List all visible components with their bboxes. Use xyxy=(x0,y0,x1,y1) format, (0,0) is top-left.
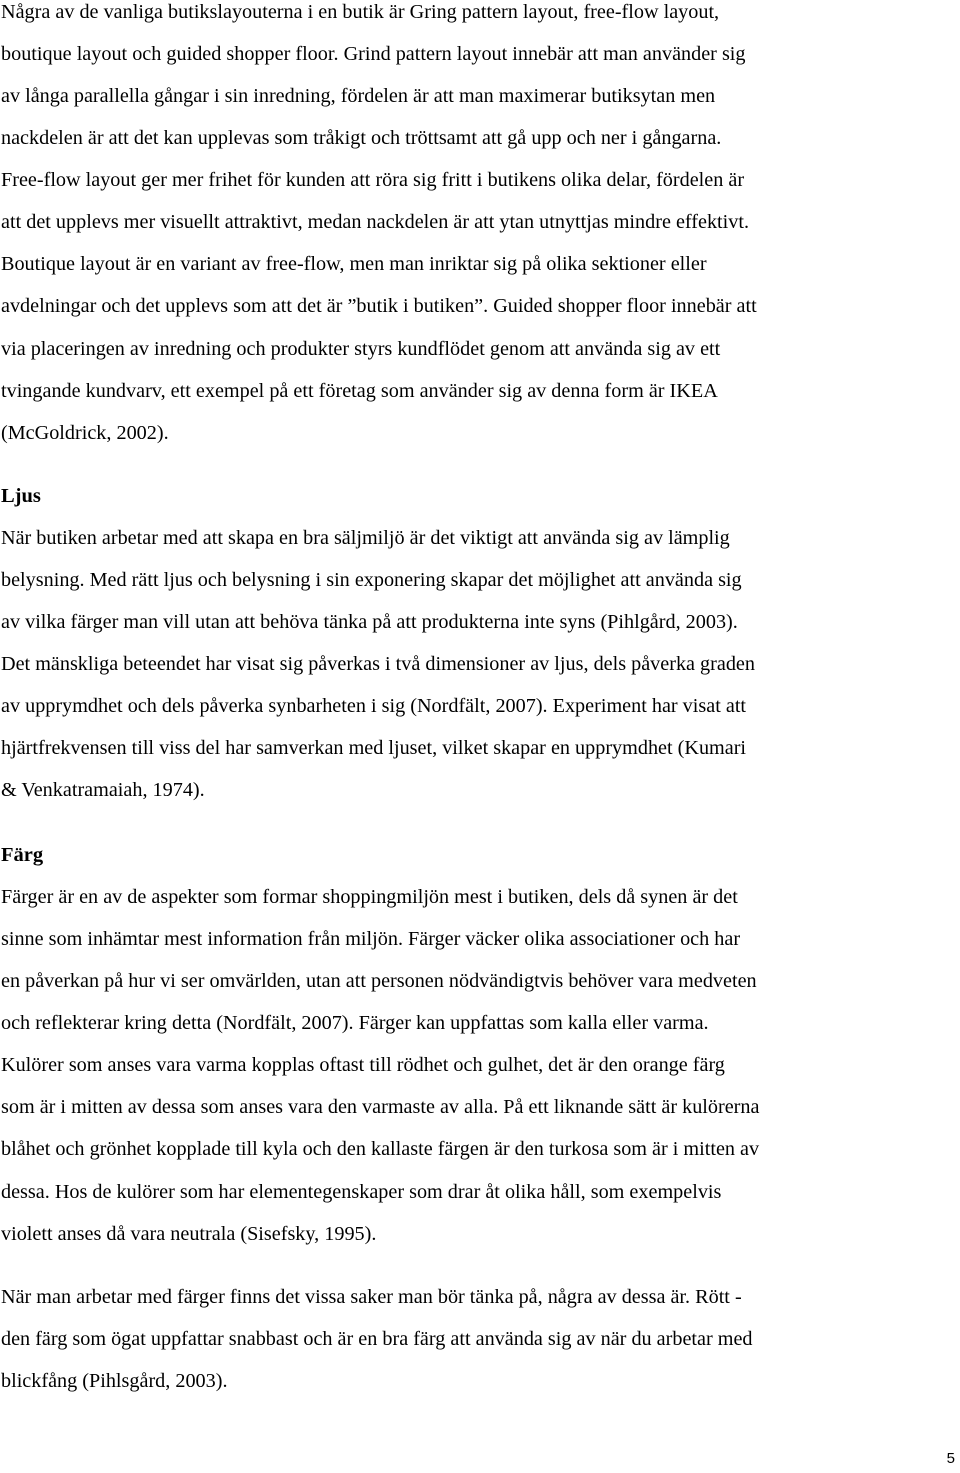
text-line: Kulörer som anses vara varma kopplas oftast till rödhet och gulhet, det är den orange färg xyxy=(1,1054,725,1076)
page-number: 5 xyxy=(946,1450,955,1467)
text-line: en påverkan på hur vi ser omvärlden, utan att personen nödvändigtvis behöver vara medveten xyxy=(1,970,757,992)
section-heading-farg: Färg xyxy=(1,844,44,866)
text-line: När butiken arbetar med att skapa en bra säljmiljö är det viktigt att använda sig av lämplig xyxy=(1,527,730,549)
text-line: blickfång (Pihlsgård, 2003). xyxy=(1,1370,228,1392)
text-line: via placeringen av inredning och produkter styrs kundflödet genom att använda sig av ett xyxy=(1,338,721,360)
text-line: den färg som ögat uppfattar snabbast och är en bra färg att använda sig av när du arbetar med xyxy=(1,1328,753,1350)
text-line: boutique layout och guided shopper floor. Grind pattern layout innebär att man använder sig xyxy=(1,43,746,65)
text-line: tvingande kundvarv, ett exempel på ett företag som använder sig av denna form är IKEA xyxy=(1,380,718,402)
text-line: dessa. Hos de kulörer som har elementegenskaper som drar åt olika håll, som exempelvis xyxy=(1,1181,722,1203)
text-line: belysning. Med rätt ljus och belysning i sin exponering skapar det möjlighet att använda sig xyxy=(1,569,742,591)
text-line: Free-flow layout ger mer frihet för kunden att röra sig fritt i butikens olika delar, fördelen är xyxy=(1,169,745,191)
text-line: hjärtfrekvensen till viss del har samverkan med ljuset, vilket skapar en upprymdhet (Kumari xyxy=(1,737,747,759)
text-line: (McGoldrick, 2002). xyxy=(1,422,169,444)
text-line: och reflekterar kring detta (Nordfält, 2007). Färger kan uppfattas som kalla eller varma. xyxy=(1,1012,709,1034)
text-line: Färger är en av de aspekter som formar shoppingmiljön mest i butiken, dels då synen är det xyxy=(1,886,738,908)
text-line: att det upplevs mer visuellt attraktivt, medan nackdelen är att ytan utnyttjas mindre effektivt. xyxy=(1,211,750,233)
section-heading-ljus: Ljus xyxy=(1,485,41,507)
text-line: sinne som inhämtar mest information från miljön. Färger väcker olika associationer och har xyxy=(1,928,741,950)
text-line: När man arbetar med färger finns det vissa saker man bör tänka på, några av dessa är. Rött - xyxy=(1,1286,742,1308)
text-line: nackdelen är att det kan upplevas som tråkigt och tröttsamt att gå upp och ner i gångarna. xyxy=(1,127,722,149)
text-line: av långa parallella gångar i sin inredning, fördelen är att man maximerar butiksytan men xyxy=(1,85,716,107)
text-line: Några av de vanliga butikslayouterna i en butik är Gring pattern layout, free-flow layout, xyxy=(1,1,720,23)
text-line: av upprymdhet och dels påverka synbarheten i sig (Nordfält, 2007). Experiment har visat att xyxy=(1,695,747,717)
text-line: Boutique layout är en variant av free-flow, men man inriktar sig på olika sektioner eller xyxy=(1,253,707,275)
text-line: violett anses då vara neutrala (Sisefsky, 1995). xyxy=(1,1223,377,1245)
text-line: Det mänskliga beteendet har visat sig påverkas i två dimensioner av ljus, dels påverka graden xyxy=(1,653,755,675)
text-line: blåhet och grönhet kopplade till kyla och den kallaste färgen är den turkosa som är i mitten av xyxy=(1,1138,760,1160)
text-line: avdelningar och det upplevs som att det är ”butik i butiken”. Guided shopper floor innebär att xyxy=(1,295,757,317)
text-line: av vilka färger man vill utan att behöva tänka på att produkterna inte syns (Pihlgård, 2003). xyxy=(1,611,738,633)
text-line: & Venkatramaiah, 1974). xyxy=(1,779,205,801)
text-line: som är i mitten av dessa som anses vara den varmaste av alla. På ett liknande sätt är kulörerna xyxy=(1,1096,760,1118)
